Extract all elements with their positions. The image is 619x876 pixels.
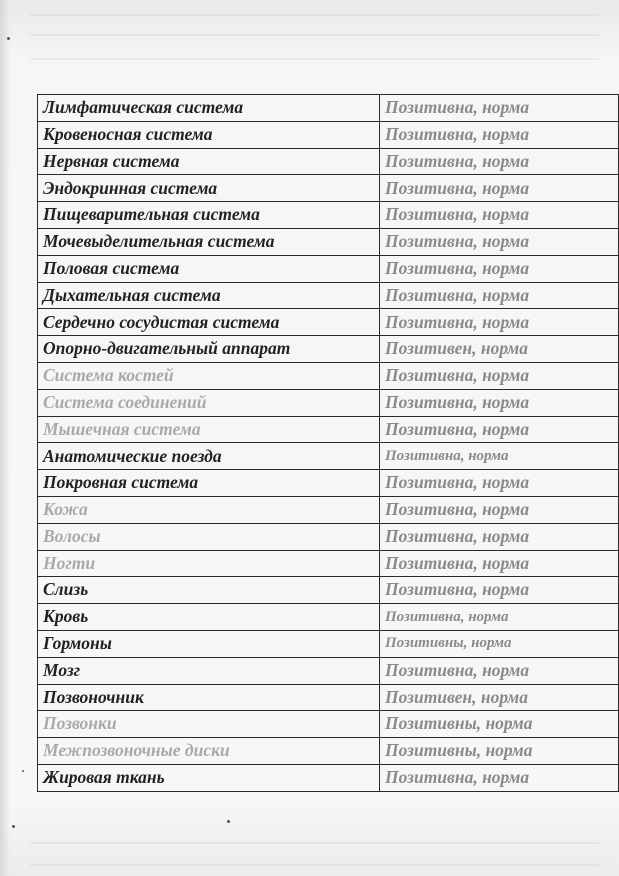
scan-speck	[22, 770, 24, 772]
system-name: Позвонки	[38, 711, 380, 738]
result-value: Позитивна, норма	[380, 577, 619, 604]
table-row	[38, 416, 619, 443]
result-value: Позитивна, норма	[380, 604, 619, 631]
table-row	[38, 630, 619, 657]
result-value: Позитивна, норма	[380, 202, 619, 229]
result-value: Позитивна, норма	[380, 228, 619, 255]
page-edge-shadow	[0, 0, 10, 876]
scan-speck	[227, 820, 230, 823]
systems-table	[37, 94, 619, 792]
table-row	[38, 577, 619, 604]
table-row	[38, 764, 619, 791]
table-row	[38, 443, 619, 470]
result-value: Позитивны, норма	[380, 738, 619, 765]
result-value: Позитивен, норма	[380, 684, 619, 711]
system-name: Дыхательная система	[38, 282, 380, 309]
result-value: Позитивна, норма	[380, 148, 619, 175]
system-name: Система соединений	[38, 389, 380, 416]
system-name: Кожа	[38, 496, 380, 523]
result-value: Позитивна, норма	[380, 550, 619, 577]
table-row	[38, 550, 619, 577]
system-name: Межпозвоночные диски	[38, 738, 380, 765]
result-value: Позитивна, норма	[380, 496, 619, 523]
table-row	[38, 711, 619, 738]
system-name: Слизь	[38, 577, 380, 604]
system-name: Лимфатическая система	[38, 95, 380, 122]
system-name: Пищеварительная система	[38, 202, 380, 229]
system-name: Нервная система	[38, 148, 380, 175]
bleed-through-line	[30, 864, 599, 866]
system-name: Кровь	[38, 604, 380, 631]
result-value: Позитивен, норма	[380, 336, 619, 363]
bleed-through-line	[30, 34, 599, 36]
system-name: Анатомические поезда	[38, 443, 380, 470]
scan-speck	[12, 825, 15, 828]
result-value: Позитивна, норма	[380, 362, 619, 389]
table-row	[38, 95, 619, 122]
result-value: Позитивна, норма	[380, 523, 619, 550]
table-row	[38, 148, 619, 175]
system-name: Мозг	[38, 657, 380, 684]
table-row	[38, 496, 619, 523]
table-row	[38, 389, 619, 416]
system-name: Жировая ткань	[38, 764, 380, 791]
table-row	[38, 470, 619, 497]
result-value: Позитивна, норма	[380, 443, 619, 470]
result-value: Позитивна, норма	[380, 657, 619, 684]
table-row	[38, 604, 619, 631]
system-name: Система костей	[38, 362, 380, 389]
bleed-through-line	[30, 58, 599, 60]
table-row	[38, 684, 619, 711]
table-row	[38, 362, 619, 389]
result-value: Позитивна, норма	[380, 175, 619, 202]
result-value: Позитивна, норма	[380, 470, 619, 497]
result-value: Позитивна, норма	[380, 309, 619, 336]
system-name: Мышечная система	[38, 416, 380, 443]
system-name: Позвоночник	[38, 684, 380, 711]
result-value: Позитивны, норма	[380, 711, 619, 738]
system-name: Опорно-двигательный аппарат	[38, 336, 380, 363]
table-row	[38, 282, 619, 309]
table-row	[38, 309, 619, 336]
system-name: Гормоны	[38, 630, 380, 657]
table-row	[38, 228, 619, 255]
system-name: Половая система	[38, 255, 380, 282]
system-name: Мочевыделительная система	[38, 228, 380, 255]
table-row	[38, 175, 619, 202]
result-value: Позитивна, норма	[380, 764, 619, 791]
table-row	[38, 657, 619, 684]
result-value: Позитивна, норма	[380, 121, 619, 148]
result-value: Позитивна, норма	[380, 416, 619, 443]
system-name: Кровеносная система	[38, 121, 380, 148]
table-row	[38, 255, 619, 282]
bleed-through-line	[30, 14, 599, 16]
system-name: Волосы	[38, 523, 380, 550]
table-row	[38, 738, 619, 765]
system-name: Ногти	[38, 550, 380, 577]
system-name: Эндокринная система	[38, 175, 380, 202]
result-value: Позитивна, норма	[380, 255, 619, 282]
bleed-through-line	[30, 842, 599, 844]
table-row	[38, 202, 619, 229]
table-row	[38, 523, 619, 550]
table-row	[38, 121, 619, 148]
table-row	[38, 336, 619, 363]
scan-speck	[7, 37, 10, 40]
result-value: Позитивна, норма	[380, 389, 619, 416]
result-value: Позитивна, норма	[380, 95, 619, 122]
system-name: Сердечно сосудистая система	[38, 309, 380, 336]
result-value: Позитивны, норма	[380, 630, 619, 657]
system-name: Покровная система	[38, 470, 380, 497]
result-value: Позитивна, норма	[380, 282, 619, 309]
